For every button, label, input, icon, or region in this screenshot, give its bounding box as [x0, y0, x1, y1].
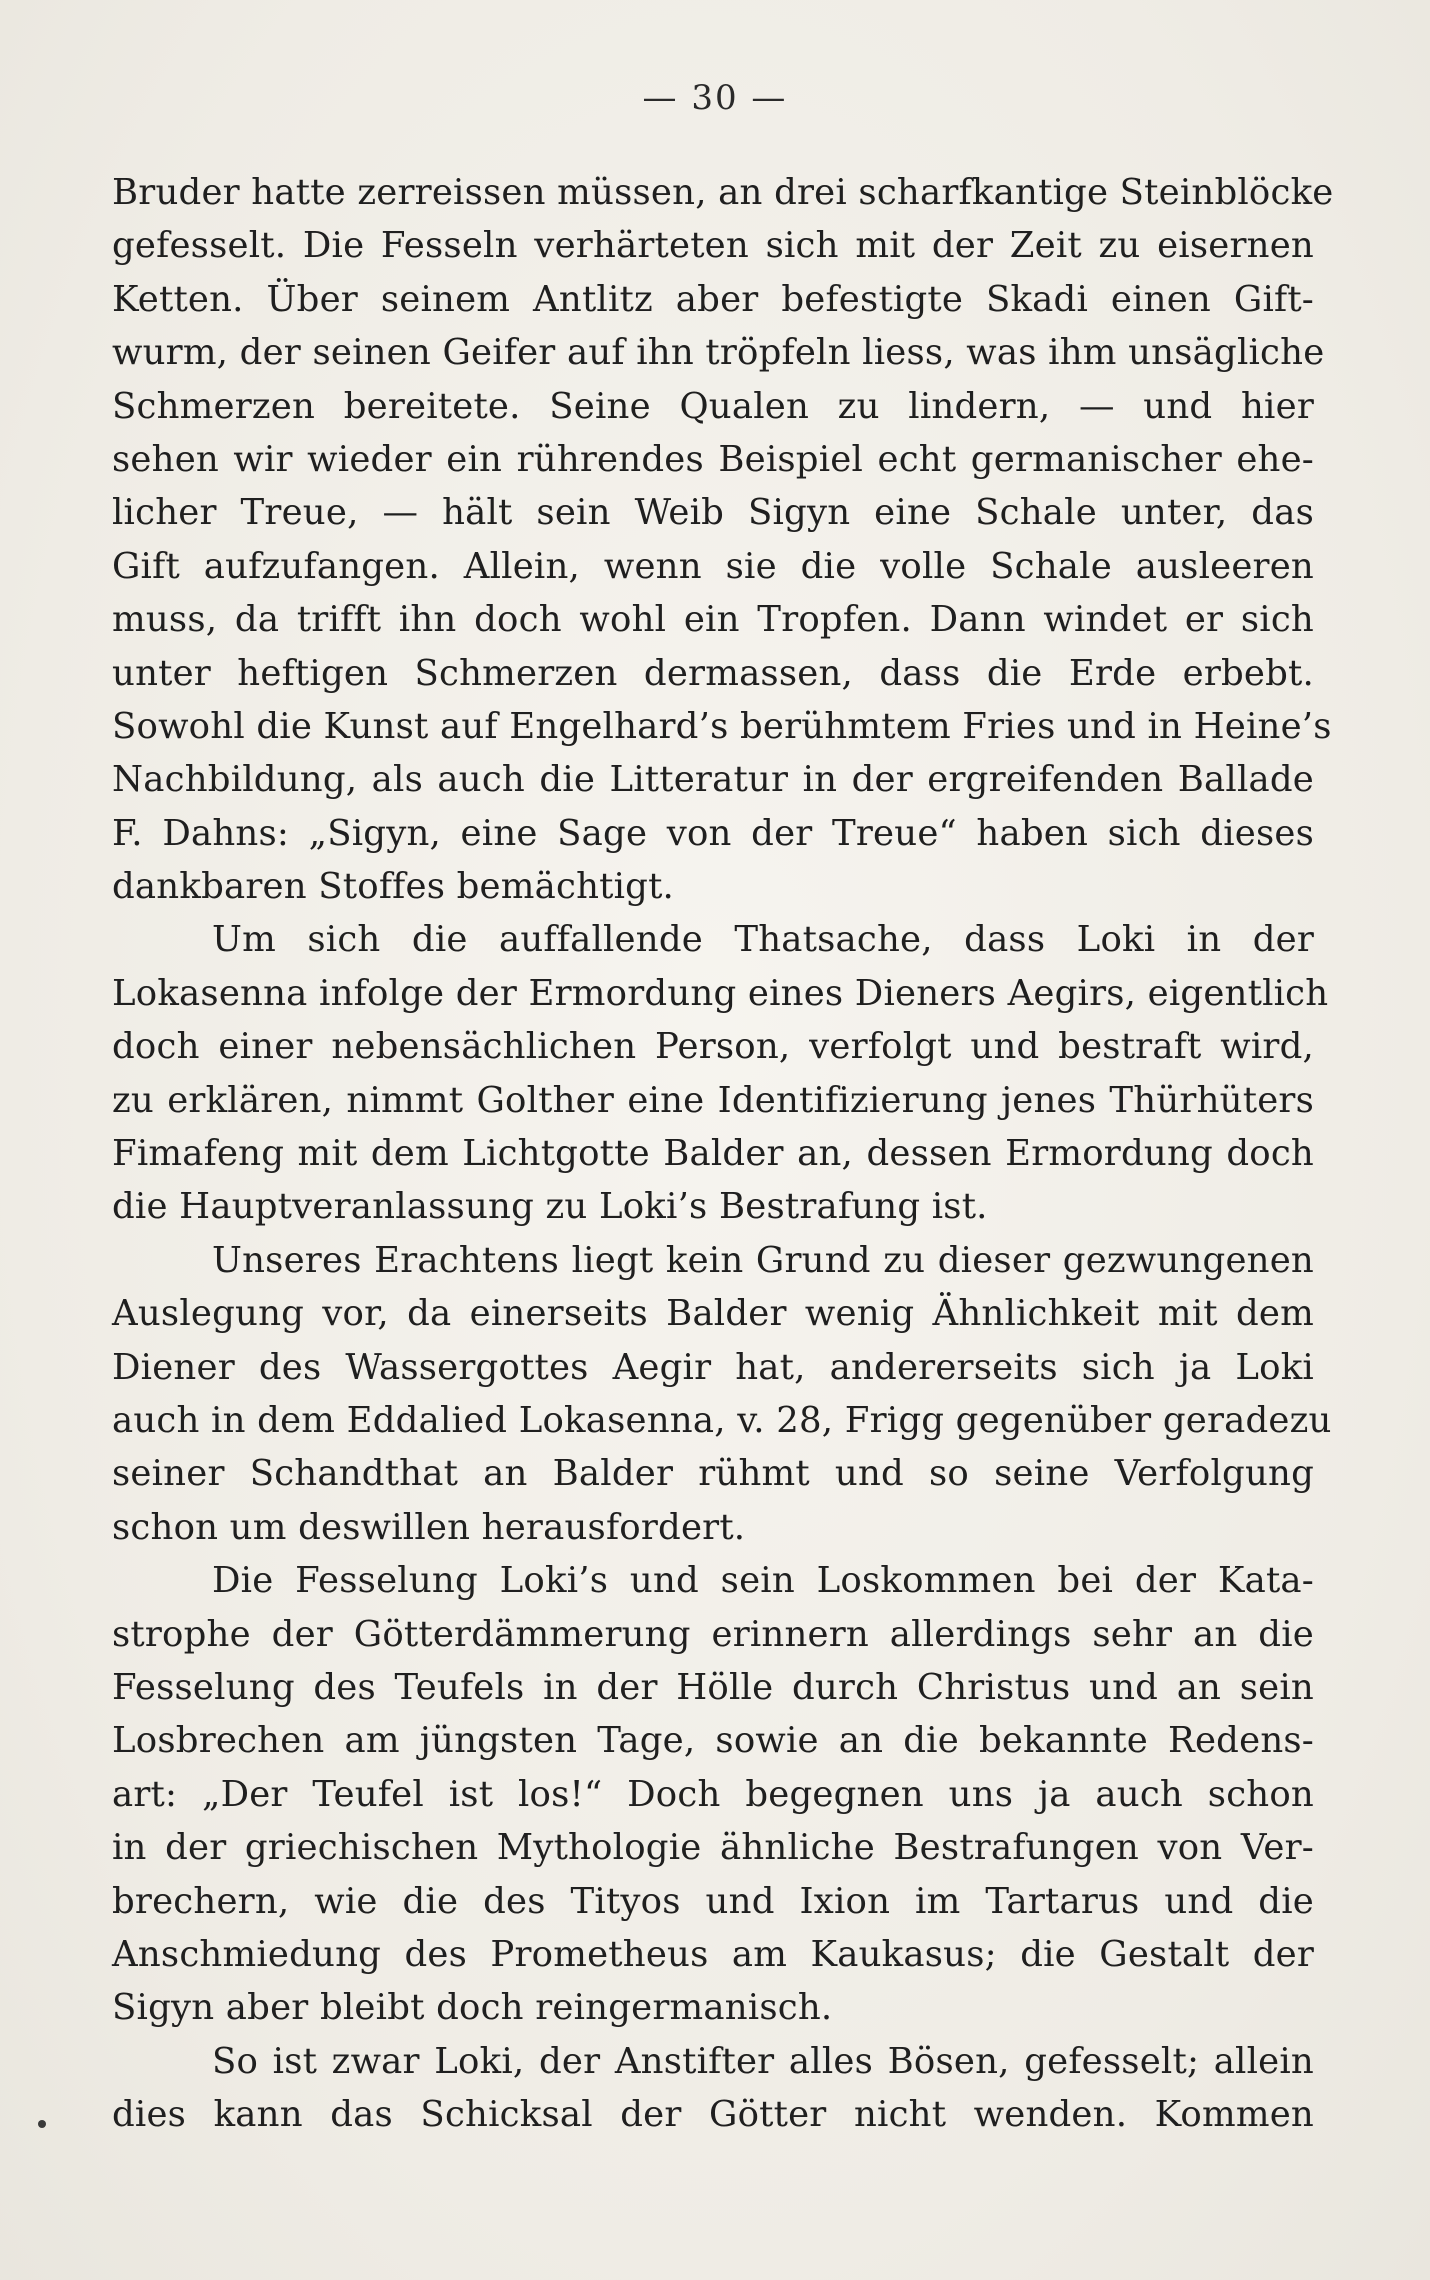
text-line: Die Fesselung Loki’s und sein Loskommen bei der Kata-: [212, 1560, 1314, 1602]
text-line: sehen wir wieder ein rührendes Beispiel echt germanischer ehe-: [112, 438, 1314, 480]
text-line: F. Dahns: „Sigyn, eine Sage von der Treue“ haben sich dieses: [112, 812, 1314, 854]
text-line: auch in dem Eddalied Lokasenna, v. 28, Frigg gegenüber geradezu: [112, 1399, 1332, 1441]
text-line: die Hauptveranlassung zu Loki’s Bestrafung ist.: [112, 1186, 988, 1228]
text-line: gefesselt. Die Fesseln verhärteten sich mit der Zeit zu eisernen: [112, 225, 1314, 267]
text-line: licher Treue, — hält sein Weib Sigyn eine Schale unter, das: [112, 492, 1314, 534]
text-line: Auslegung vor, da einerseits Balder wenig Ähnlichkeit mit dem: [112, 1293, 1314, 1335]
text-line: Diener des Wassergottes Aegir hat, andererseits sich ja Loki: [112, 1346, 1314, 1388]
text-line: dies kann das Schicksal der Götter nicht wenden. Kommen: [112, 2094, 1314, 2136]
text-line: Nachbildung, als auch die Litteratur in der ergreifenden Ballade: [112, 759, 1314, 801]
text-line: zu erklären, nimmt Golther eine Identifizierung jenes Thürhüters: [112, 1079, 1314, 1121]
text-line: doch einer nebensächlichen Person, verfolgt und bestraft wird,: [112, 1026, 1314, 1068]
text-line: seiner Schandthat an Balder rühmt und so seine Verfolgung: [112, 1453, 1314, 1495]
text-line: strophe der Götterdämmerung erinnern allerdings sehr an die: [112, 1613, 1314, 1655]
page-number: — 30 —: [642, 78, 788, 118]
text-line: wurm, der seinen Geifer auf ihn tröpfeln liess, was ihm unsägliche: [112, 332, 1325, 374]
text-line: Losbrechen am jüngsten Tage, sowie an die bekannte Redens-: [112, 1720, 1314, 1762]
body-text: [112, 166, 1334, 2141]
text-line: art: „Der Teufel ist los!“ Doch begegnen uns ja auch schon: [112, 1773, 1314, 1815]
text-line: So ist zwar Loki, der Anstifter alles Bösen, gefesselt; allein: [212, 2040, 1314, 2082]
ink-speck: [38, 2120, 46, 2128]
text-line: brechern, wie die des Tityos und Ixion im Tartarus und die: [112, 1880, 1314, 1922]
text-line: dankbaren Stoffes bemächtigt.: [112, 866, 675, 908]
text-line: unter heftigen Schmerzen dermassen, dass die Erde erbebt.: [112, 652, 1314, 694]
text-line: Lokasenna infolge der Ermordung eines Dieners Aegirs, eigentlich: [112, 972, 1329, 1014]
text-line: Bruder hatte zerreissen müssen, an drei scharfkantige Steinblöcke: [112, 172, 1334, 213]
text-line: Fesselung des Teufels in der Hölle durch Christus und an sein: [112, 1666, 1314, 1708]
text-line: Ketten. Über seinem Antlitz aber befestigte Skadi einen Gift-: [112, 278, 1314, 320]
text-line: Gift aufzufangen. Allein, wenn sie die volle Schale ausleeren: [112, 545, 1314, 587]
text-line: Fimafeng mit dem Lichtgotte Balder an, dessen Ermordung doch: [112, 1133, 1314, 1175]
text-line: schon um deswillen herausfordert.: [112, 1506, 746, 1548]
text-line: Unseres Erachtens liegt kein Grund zu dieser gezwungenen: [212, 1239, 1314, 1281]
text-line: Sigyn aber bleibt doch reingermanisch.: [112, 1987, 833, 2029]
text-line: in der griechischen Mythologie ähnliche Bestrafungen von Ver-: [112, 1827, 1314, 1869]
text-line: Anschmiedung des Prometheus am Kaukasus; die Gestalt der: [112, 1933, 1314, 1975]
text-line: muss, da trifft ihn doch wohl ein Tropfen. Dann windet er sich: [112, 599, 1314, 641]
text-line: Schmerzen bereitete. Seine Qualen zu lindern, — und hier: [112, 385, 1314, 427]
text-line: Sowohl die Kunst auf Engelhard’s berühmtem Fries und in Heine’s: [112, 705, 1332, 747]
text-line: Um sich die auffallende Thatsache, dass Loki in der: [212, 919, 1314, 961]
